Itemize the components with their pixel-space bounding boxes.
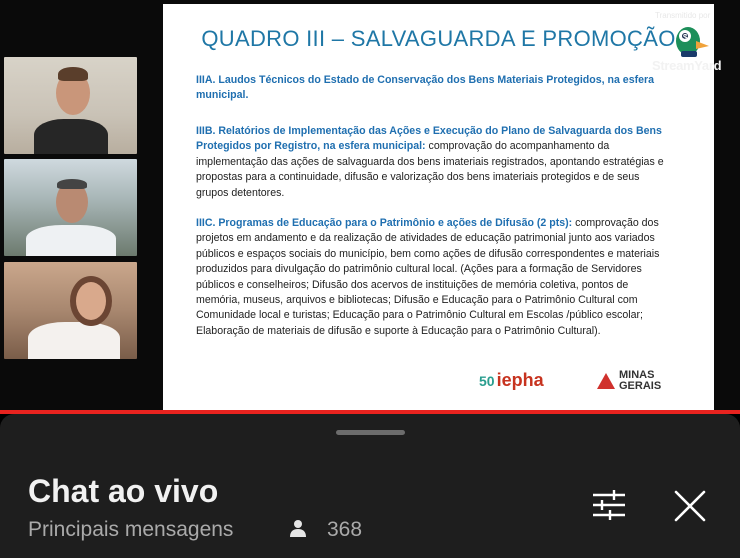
item-b-heading: IIIB. Relatórios de Implementação das Ações e Execução do Plano de Salvaguarda dos Bens Protegidos por Registro, na esfera municipal:: [196, 125, 662, 153]
slide-item-iiic: [196, 216, 666, 339]
viewer-count: 368: [327, 518, 363, 541]
item-b-text: comprovação do acompanhamento da implementação das ações de salvaguarda dos bens imateriais registrados, apontando estratégias e propostas para a continuidade, difusão e valorização dos bens imateriais protegidos e de seus grupos detentores.: [196, 140, 664, 199]
item-c-heading: IIIC. Programas de Educação para o Patrimônio e ações de Difusão (2 pts):: [196, 217, 573, 229]
item-a-heading: IIIA. Laudos Técnicos do Estado de Conservação dos Bens Materiais Protegidos, na esfera municipal.: [196, 74, 655, 102]
tune-icon[interactable]: [592, 488, 626, 522]
svg-text:$: $: [683, 33, 688, 42]
person-icon: [289, 519, 307, 537]
iepha-logo: 50 iepha: [479, 370, 544, 390]
chat-title: Chat ao vivo: [28, 473, 219, 509]
participant-video-3: [4, 262, 137, 359]
streamyard-duck-icon: [672, 24, 710, 58]
sponsor-logos: 50 iepha MINAS GERAIS: [479, 369, 662, 392]
slide-item-iiib: [196, 124, 666, 201]
slide-title: QUADRO III – SALVAGUARDA E PROMOÇÃO: [201, 26, 676, 51]
close-icon[interactable]: [672, 488, 708, 524]
drag-handle[interactable]: [336, 430, 405, 435]
live-chat-panel: [0, 414, 740, 558]
participant-video-2: [4, 159, 137, 256]
streamyard-caption: Transmitido por: [655, 11, 711, 20]
triangle-icon: [597, 373, 615, 389]
streamyard-brand: StreamYard: [652, 58, 722, 73]
slide-item-iiia: [196, 73, 666, 104]
presentation-slide: [163, 4, 714, 412]
participant-video-1: [4, 57, 137, 154]
item-c-text: comprovação dos projetos em andamento e da realização de atividades de educação patrimonial junto aos variados públicos e espaços sociais do município, bem como ações de difusão correspondentes e materiais produzidos para divulgação do patrimônio cultural local. (Ações para a formação de Servidores públicos e conselheiros; Difusão dos acervos de instituições de memória coletiva, pontos de memória, museus, arquivos e bibliotecas; Difusão e Educação para o Patrimônio Cultural com Comunidade local e turistas; Educação para o Patrimônio Cultural em Escolas /público escolar; Elaboração de materiais de difusão e suporte à Educação para o Patrimônio Cultural).: [196, 217, 660, 337]
chat-mode-selector[interactable]: Principais mensagens: [28, 518, 234, 541]
